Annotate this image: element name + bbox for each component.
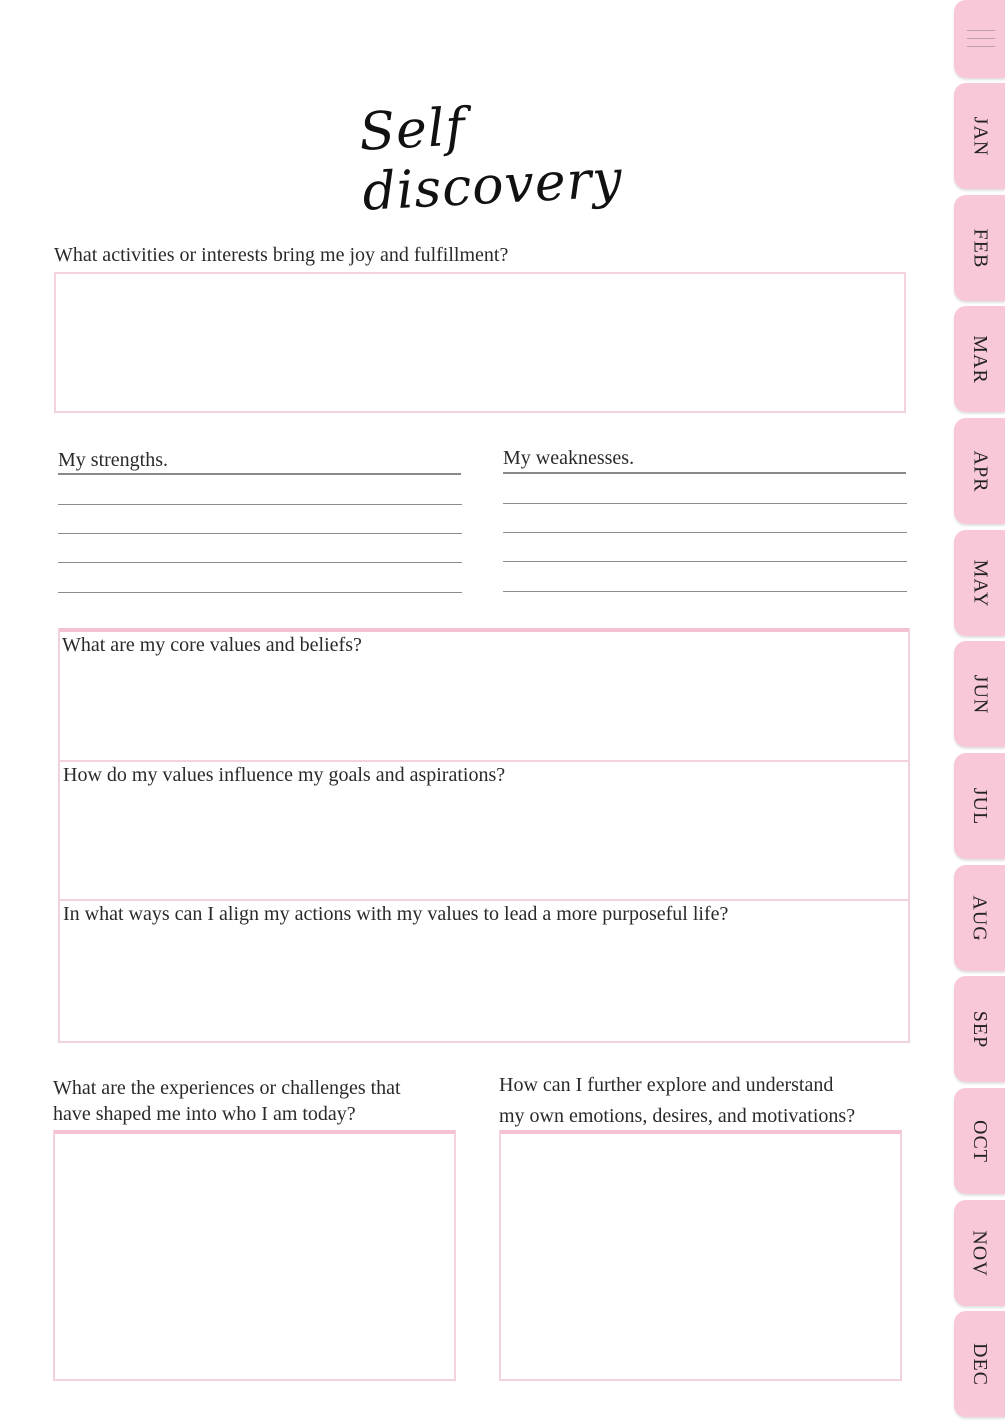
answer-box-explore[interactable] [499, 1130, 902, 1381]
strengths-line-3[interactable] [58, 562, 462, 563]
question-experiences-line-1: What are the experiences or challenges that [53, 1077, 401, 1099]
answer-area-values-influence[interactable] [60, 790, 906, 897]
answer-area-core-values[interactable] [60, 660, 906, 758]
question-experiences [53, 1075, 401, 1127]
strengths-line-1[interactable] [58, 504, 462, 505]
answer-box-experiences[interactable] [53, 1130, 456, 1381]
tab-dec[interactable] [954, 1311, 1005, 1417]
strengths-line-2[interactable] [58, 533, 462, 534]
page-title: Self discovery [357, 97, 625, 223]
tab-sep[interactable] [954, 976, 1005, 1082]
tab-jan-label: JAN [968, 116, 991, 156]
strengths-label: My strengths. [58, 449, 168, 471]
hamburger-menu-icon[interactable] [954, 0, 1005, 78]
tab-aug[interactable] [954, 865, 1005, 971]
tab-mar-label: MAR [968, 334, 991, 384]
weaknesses-line-1[interactable] [503, 503, 907, 504]
tab-mar[interactable] [954, 306, 1005, 412]
weaknesses-line-4[interactable] [503, 591, 907, 592]
strengths-line-4[interactable] [58, 592, 462, 593]
strengths-underline [58, 473, 461, 475]
question-explore [499, 1070, 855, 1132]
weaknesses-label: My weaknesses. [503, 447, 635, 469]
question-core-values: What are my core values and beliefs? [62, 634, 362, 656]
answer-box-joy[interactable] [54, 272, 906, 413]
tab-nov[interactable] [954, 1200, 1005, 1306]
tab-oct-label: OCT [969, 1119, 991, 1163]
question-explore-line-2: my own emotions, desires, and motivations? [499, 1105, 856, 1127]
tab-apr-label: APR [969, 450, 991, 492]
tab-jul-label: JUL [968, 787, 991, 825]
weaknesses-underline [503, 472, 906, 474]
tab-jul[interactable] [954, 753, 1005, 859]
tab-jan[interactable] [954, 83, 1005, 189]
question-joy: What activities or interests bring me joy and fulfillment? [54, 244, 509, 266]
tab-apr[interactable] [954, 418, 1005, 524]
tab-nov-label: NOV [969, 1229, 991, 1277]
answer-area-align-actions[interactable] [60, 930, 906, 1035]
tab-feb-label: FEB [969, 228, 991, 268]
weaknesses-line-3[interactable] [503, 561, 907, 562]
tab-oct[interactable] [954, 1088, 1005, 1194]
tab-dec-label: DEC [969, 1342, 991, 1386]
tab-may[interactable] [954, 530, 1005, 636]
question-explore-line-1: How can I further explore and understand [499, 1074, 834, 1096]
question-values-influence: How do my values influence my goals and aspirations? [63, 764, 506, 786]
month-tabs [954, 0, 1005, 1421]
tab-aug-label: AUG [969, 894, 991, 942]
tab-sep-label: SEP [969, 1010, 991, 1048]
question-experiences-line-2: have shaped me into who I am today? [53, 1103, 356, 1125]
weaknesses-line-2[interactable] [503, 532, 907, 533]
question-align-actions: In what ways can I align my actions with my values to lead a more purposeful life? [63, 903, 729, 925]
tab-jun[interactable] [954, 641, 1005, 747]
tab-may-label: MAY [969, 559, 991, 607]
tab-feb[interactable] [954, 195, 1005, 301]
tab-jun-label: JUN [968, 674, 991, 714]
